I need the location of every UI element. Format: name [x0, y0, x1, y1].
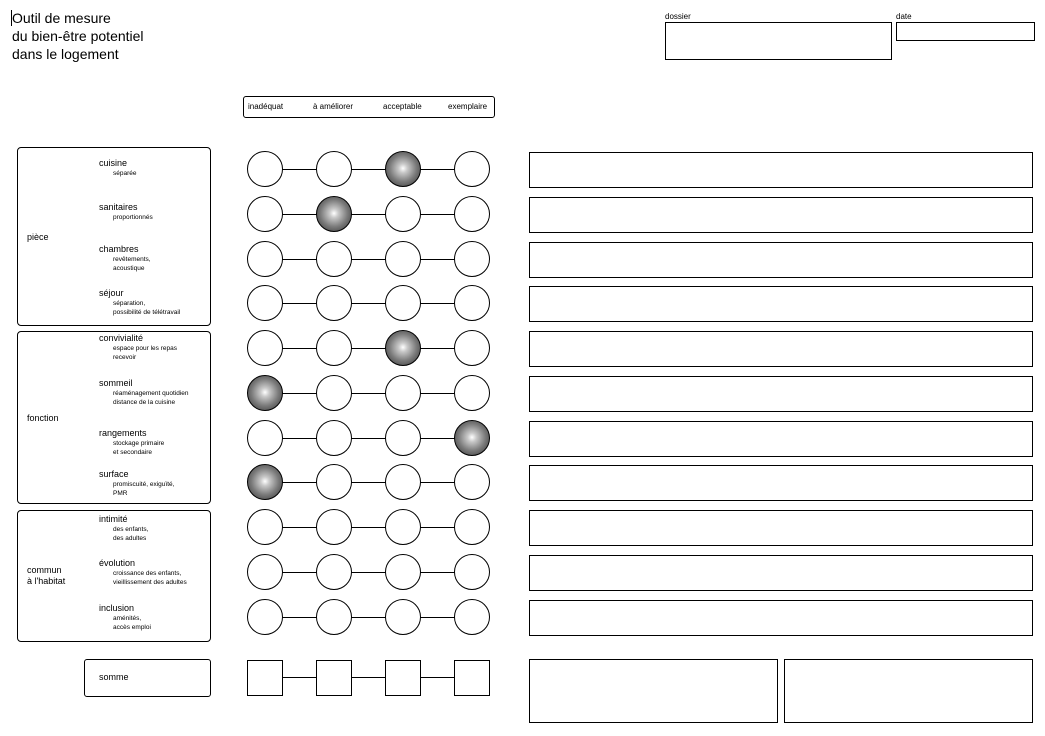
- criterion-detail: accès emploi: [113, 624, 151, 631]
- rating-option-exemplary[interactable]: [454, 285, 490, 321]
- rating-option-inadequate[interactable]: [247, 509, 283, 545]
- rating-option-acceptable[interactable]: [385, 241, 421, 277]
- rating-option-inadequate[interactable]: [247, 196, 283, 232]
- sum-cell-inadequate[interactable]: [247, 660, 283, 696]
- title-line-1: Outil de mesure: [12, 10, 111, 26]
- criterion-detail: distance de la cuisine: [113, 399, 176, 406]
- criterion-name: rangements: [99, 428, 147, 438]
- sum-connector-line: [266, 677, 472, 678]
- rating-connector-line: [266, 169, 472, 170]
- rating-connector-line: [266, 393, 472, 394]
- rating-option-inadequate[interactable]: [247, 241, 283, 277]
- rating-scale-header: [243, 96, 495, 118]
- rating-option-acceptable[interactable]: [385, 420, 421, 456]
- comment-box[interactable]: [529, 286, 1033, 322]
- rating-connector-line: [266, 348, 472, 349]
- criterion-detail: des enfants,: [113, 526, 149, 533]
- rating-option-exemplary[interactable]: [454, 464, 490, 500]
- comment-box[interactable]: [529, 555, 1033, 591]
- rating-option-acceptable[interactable]: [385, 285, 421, 321]
- rating-option-to-improve[interactable]: [316, 241, 352, 277]
- comment-box[interactable]: [529, 242, 1033, 278]
- sum-label: somme: [99, 672, 129, 682]
- rating-option-to-improve[interactable]: [316, 196, 352, 232]
- criterion-name: sanitaires: [99, 202, 138, 212]
- rating-option-acceptable[interactable]: [385, 330, 421, 366]
- rating-option-acceptable[interactable]: [385, 464, 421, 500]
- criterion-name: surface: [99, 469, 129, 479]
- rating-option-inadequate[interactable]: [247, 330, 283, 366]
- rating-option-exemplary[interactable]: [454, 554, 490, 590]
- rating-option-to-improve[interactable]: [316, 330, 352, 366]
- rating-option-to-improve[interactable]: [316, 554, 352, 590]
- comment-box[interactable]: [529, 510, 1033, 546]
- dossier-field[interactable]: [665, 22, 892, 60]
- criterion-name: chambres: [99, 244, 139, 254]
- rating-option-to-improve[interactable]: [316, 464, 352, 500]
- rating-option-exemplary[interactable]: [454, 196, 490, 232]
- rating-connector-line: [266, 527, 472, 528]
- criterion-detail: stockage primaire: [113, 440, 165, 447]
- rating-option-acceptable[interactable]: [385, 509, 421, 545]
- rating-option-acceptable[interactable]: [385, 196, 421, 232]
- rating-option-inadequate[interactable]: [247, 151, 283, 187]
- criterion-detail: réaménagement quotidien: [113, 390, 189, 397]
- criterion-name: intimité: [99, 514, 128, 524]
- rating-option-exemplary[interactable]: [454, 420, 490, 456]
- criterion-detail: vieillissement des adultes: [113, 579, 187, 586]
- rating-option-acceptable[interactable]: [385, 151, 421, 187]
- criterion-name: cuisine: [99, 158, 128, 168]
- group-label-commun-line-2: à l'habitat: [27, 576, 66, 586]
- rating-option-to-improve[interactable]: [316, 599, 352, 635]
- criterion-detail: recevoir: [113, 354, 137, 361]
- rating-option-to-improve[interactable]: [316, 509, 352, 545]
- summary-comment-box-left[interactable]: [529, 659, 778, 723]
- rating-option-acceptable[interactable]: [385, 599, 421, 635]
- sum-cell-acceptable[interactable]: [385, 660, 421, 696]
- sum-cell-to-improve[interactable]: [316, 660, 352, 696]
- criterion-detail: promiscuité, exiguïté,: [113, 481, 175, 488]
- criterion-name: inclusion: [99, 603, 135, 613]
- sum-cell-exemplary[interactable]: [454, 660, 490, 696]
- date-label: date: [896, 12, 912, 21]
- group-label-piece: pièce: [27, 232, 49, 242]
- rating-option-to-improve[interactable]: [316, 420, 352, 456]
- summary-comment-box-right[interactable]: [784, 659, 1033, 723]
- rating-connector-line: [266, 214, 472, 215]
- criterion-detail: séparation,: [113, 300, 146, 307]
- criterion-detail: et secondaire: [113, 449, 153, 456]
- group-label-commun: [27, 565, 65, 587]
- criterion-detail: espace pour les repas: [113, 345, 177, 352]
- comment-box[interactable]: [529, 421, 1033, 457]
- rating-connector-line: [266, 482, 472, 483]
- rating-option-inadequate[interactable]: [247, 420, 283, 456]
- comment-box[interactable]: [529, 197, 1033, 233]
- criterion-detail: des adultes: [113, 535, 147, 542]
- rating-option-inadequate[interactable]: [247, 599, 283, 635]
- criterion-detail: séparée: [113, 170, 137, 177]
- rating-option-inadequate[interactable]: [247, 285, 283, 321]
- rating-connector-line: [266, 303, 472, 304]
- rating-option-exemplary[interactable]: [454, 375, 490, 411]
- rating-option-inadequate[interactable]: [247, 554, 283, 590]
- rating-option-exemplary[interactable]: [454, 151, 490, 187]
- rating-connector-line: [266, 438, 472, 439]
- comment-box[interactable]: [529, 600, 1033, 636]
- criterion-detail: acoustique: [113, 265, 145, 272]
- title-line-3: dans le logement: [12, 46, 119, 62]
- rating-connector-line: [266, 617, 472, 618]
- rating-option-exemplary[interactable]: [454, 330, 490, 366]
- criterion-detail: possibilité de télétravail: [113, 309, 181, 316]
- scale-label-exemplary: exemplaire: [448, 102, 488, 111]
- rating-option-to-improve[interactable]: [316, 151, 352, 187]
- criterion-detail: proportionnés: [113, 214, 153, 221]
- rating-option-to-improve[interactable]: [316, 375, 352, 411]
- rating-option-exemplary[interactable]: [454, 599, 490, 635]
- rating-connector-line: [266, 572, 472, 573]
- criterion-name: séjour: [99, 288, 124, 298]
- comment-box[interactable]: [529, 331, 1033, 367]
- criterion-name: sommeil: [99, 378, 133, 388]
- criterion-detail: PMR: [113, 490, 128, 497]
- tool-title: [12, 9, 144, 63]
- rating-option-exemplary[interactable]: [454, 241, 490, 277]
- date-field[interactable]: [896, 22, 1035, 41]
- text-cursor: [11, 10, 12, 26]
- rating-connector-line: [266, 259, 472, 260]
- comment-box[interactable]: [529, 152, 1033, 188]
- criterion-detail: croissance des enfants,: [113, 570, 182, 577]
- scale-label-inadequate: inadéquat: [248, 102, 284, 111]
- group-label-fonction: fonction: [27, 413, 59, 423]
- criterion-detail: aménités,: [113, 615, 142, 622]
- rating-option-exemplary[interactable]: [454, 509, 490, 545]
- title-line-2: du bien-être potentiel: [12, 28, 144, 44]
- rating-option-inadequate[interactable]: [247, 375, 283, 411]
- rating-option-to-improve[interactable]: [316, 285, 352, 321]
- rating-option-inadequate[interactable]: [247, 464, 283, 500]
- rating-option-acceptable[interactable]: [385, 375, 421, 411]
- dossier-label: dossier: [665, 12, 691, 21]
- comment-box[interactable]: [529, 376, 1033, 412]
- scale-label-to-improve: à améliorer: [313, 102, 354, 111]
- criterion-name: convivialité: [99, 333, 144, 343]
- scale-label-acceptable: acceptable: [383, 102, 422, 111]
- criterion-name: évolution: [99, 558, 136, 568]
- criterion-detail: revêtements,: [113, 256, 151, 263]
- comment-box[interactable]: [529, 465, 1033, 501]
- group-label-commun-line-1: commun: [27, 565, 62, 575]
- rating-option-acceptable[interactable]: [385, 554, 421, 590]
